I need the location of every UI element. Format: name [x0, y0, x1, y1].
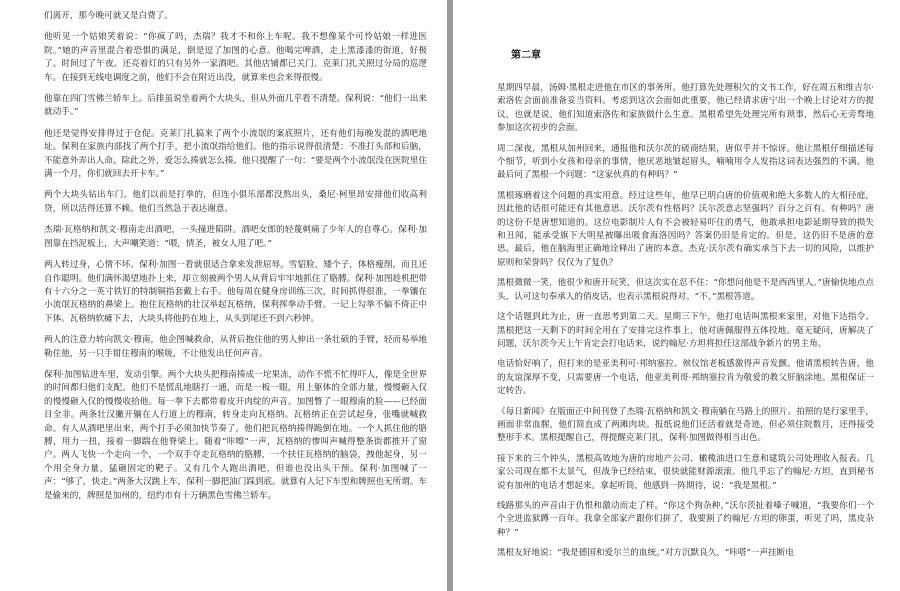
- right-paragraph-8: 接下来的三个钟头，黑根高效地为唐的房地产公司、橄榄油进口生意和建筑公司处理收入报表。几家公司现在都不太景气，但战争已经结束，很快就能财源滚滚。他几乎忘了约翰尼·方坦，直到秘书说有加州的电话才想起来。拿起听筒，他感到一阵期待，说：“我是黑根。”: [497, 453, 874, 491]
- right-paragraph-7: 《每日新闻》在版面正中间刊登了杰瑞·瓦格纳和凯文·穆南躺在马路上的照片。拍照的是行家里手，画面非常血腥，他们简直成了两滩肉块。报纸说他们还活着就是奇迹，但必须住院数月，还得接受整形手术。黑根提醒自己，得提醒克莱门扎，保利·加图做得相当出色。: [497, 406, 874, 444]
- left-paragraph-9: 保利·加图钻进车里，发动引擎。两个大块头把穆南揍成一坨果冻，动作不慌不忙得吓人，像是全世界的时间都归他们支配。他们不是慌乱地瞎打一通，而是一板一眼，用上躯体的全部力量，慢慢砸入仅的慢慢砸入仅的慢慢收拾他。每一拳下去都带着皮开肉绽的声音。加图瞥了一眼穆南的脸——已经面目全非。两条壮汉撇开躺在人行道上的穆南，转身走向瓦格纳。瓦格纳正在尝试起身，张嘴就喊救命。有人从酒吧里出来，两个打手必须加快节奏了。他们把瓦格纳揍得跪倒在地。一个人抓住他的胳膊，用力一扭，接着一脚踹在他脊梁上。随着“咔嚓”一声，瓦格纳的惨叫声喊得整条街都推开了窗户。两人飞快一个走向一个，一个双手夺走瓦格纳的胳膊，一个扶住瓦格纳的脑袋，拽他起身，另一个用全身力量，猛砸固定的靶子。又有几个人跑出酒吧，但谁也没出头干预。保利·加图喊了一声：“够了，快走。”两条大汉跳上车，保利一脚把油门踩到底。就算有人记下车型和牌照也无所谓。车是偷来的，牌照是加州的，纽约市有十万辆黑色雪佛兰轿车。: [44, 369, 427, 501]
- right-paragraph-4: 黑根微微一笑，他很少和唐开玩笑，但这次实在忍不住：“你想问他是不是西西里人。”唐愉快地点点头，认可这句奉承人的俏皮话，也表示黑根说得对。“不。”黑根答道。: [497, 278, 874, 302]
- left-paragraph-1: 们离开，那今晚可就又是白费了。: [44, 11, 173, 21]
- left-paragraph-5: 两个大块头钻出车门。他们以前是打拳的，但连小俱乐部都没熬出头，桑尼·柯里昂安排他们收高利贷，所以活得还算不赖。他们当然急于表达谢意。: [44, 190, 427, 214]
- left-paragraph-6: 杰瑞·瓦格纳和凯文·穆南走出酒吧，一头撞进陷阱。酒吧女郎的轻蔑刺痛了少年人的自尊心。保利·加图靠在挡泥板上，大声嘲笑道：“喂，情圣，被女人甩了吧。”: [44, 225, 427, 249]
- left-page: [0, 0, 447, 591]
- right-page: [453, 0, 900, 591]
- left-paragraph-3: 他靠在四门雪佛兰轿车上。后排虽说坐着两个大块头，但从外面几乎看不清楚。保利说：“他们一出来就动手。”: [44, 94, 427, 118]
- left-paragraph-4: 他还是觉得安排得过于仓促。克莱门扎搞来了两个小流氓的案底照片，还有他们每晚发混的酒吧地址。保利在家族内部找了两个打手，把小流氓指给他们。他的指示说得很清楚：不准打头部和后脑，不能意外弄出人命。除此之外，爱怎么揍就怎么揍。他只提醒了一句：“要是两个小流氓没在医院里住满一个月，你们就回去开卡车。”: [44, 128, 427, 180]
- right-paragraph-6: 电话恰好响了，但打来的是亚美利可·邦纳塞拉。殡仪馆老板感激得声音发颤。他请黑根转告唐，他的友谊深厚不变，只需要唐一个电话，他亚美利哥·邦纳塞拉肯为敬爱的教父肝脑涂地。黑根保证一定转告。: [497, 359, 874, 397]
- right-paragraph-10: 黑根友好地说：“我是德国和爱尔兰的血统。”对方沉默良久，“咔嗒”一声挂断电: [497, 548, 794, 559]
- right-paragraph-1: 星期四早晨，汤姆·黑根走进他在市区的事务所。他打算先处理积欠的文书工作，好在周五和维吉尔·索洛佐会面前准备妥当资料。考虑到这次会面如此重要，他已经请求唐宁出一个晚上讨论对方的提议，也就是说，他们知道索洛佐和家族做什么生意。黑根希望先处理完所有琐事，然后心无旁骛地参加这次初步的会面。: [497, 83, 874, 134]
- left-paragraph-8: 两人的注意力转向凯文·穆南，他企图喊救命，从背后抱住他的男人伸出一条壮硕的手臂，轻而易举地勒住他，另一只手钳住穆南的喉咙，不让他发出任何声音。: [44, 335, 427, 359]
- right-paragraph-3: 黑根琢磨着这个问题的真实用意。经过这些年，他早已明白唐的价值观和绝大多数人的大相径庭，因此他的话很可能还有其他意思。沃尔茨有性格吗？沃尔茨意志坚强吗？百分之百有。有种吗？唐的这份不是唐想知道的。这位电影制片人有不会被轻易吓住的勇气，他敢承担电影延期导致的损失和丑闻，能承受旗下大明星被曝出吸食海洛因吗？答案仍旧是肯定的。但是，这仍旧不是唐的意思。最后，他在脑海里正确地诠释出了唐的本意。杰克·沃尔茨有确实承当下去一切的风险，以维护原则和荣誉吗？仅仅为了复仇？: [497, 190, 874, 268]
- right-paragraph-2: 周二深夜，黑根从加州回来，通报他和沃尔茨的磋商结果，唐似乎并不惊讶。他让黑根仔细描述每个细节，听到小女孩和母亲的事情，他厌恶地皱起眉头，喃喃用令人发指这词表达强烈的不满。他最后问了黑根一个问题：“这家伙真的有种吗？”: [497, 143, 874, 181]
- right-paragraph-9: 线路那头的声音由于仇恨和激动而走了样。“你这个狗杂种，”沃尔茨扯着嗓子喊道，“我要你们一个个全进监狱蹲一百年。我拿全部家产跟你们拼了，我要割了约翰尼·方坦的卵蛋，听见了吗，黑皮杂种？”: [497, 500, 874, 538]
- right-paragraph-5: 这个话题到此为止，唐一直思考到第二天。星期三下午，他打电话叫黑根来家里，对他下达指令。黑根把这一天剩下的时间全用在了安排完这件事上，他对唐佩服得五体投地。毫无疑问，唐解决了问题，沃尔茨今天上午肯定会打电话来，说约翰尼·方坦将担任这部战争新片的男主角。: [497, 312, 874, 349]
- left-paragraph-7: 两人转过身，心情不坏。保利·加图一看就很适合拿来发泄屈辱。雪貂脸，矮个子，体格瘦削，而且还自作聪明。他们满怀渴望地扑上来，却立刻被两个男人从背后牢牢地抓住了胳膊。保利·加图趁机把带有十六分之一英寸铁钉的特制铜指套戴上右手。他每周在健身房训练三次，时间抓得很准，一拳镶在小流氓瓦格纳的鼻梁上。抱住瓦格纳的壮汉举起瓦格纳，保利挥拳动手臂。一记上勾拳不偏不倚正中下体。瓦格纳软瘫下去，大块头将他扔在地上，从头到尾还不到六秒钟。: [44, 260, 427, 324]
- chapter-title: 第二章: [511, 50, 541, 61]
- left-paragraph-2: 他听见一个姑娘笑着说：“你疯了吗，杰瑞？我才不和你上车呢。我不想像某个可怜姑娘一样进医院。”她的声音里混合着恐惧的满足，倒是逗了加图的心意。他喝完啤酒，走上黑漆漆的街道，好极了。时间过了午夜。还亮着灯的只有另外一家酒吧。其他店铺都已关门。克莱门扎关照过分局的巡逻车。在接到无线电调度之前，他们不会在附近出没，就算来也会来得很慢。: [44, 32, 427, 83]
